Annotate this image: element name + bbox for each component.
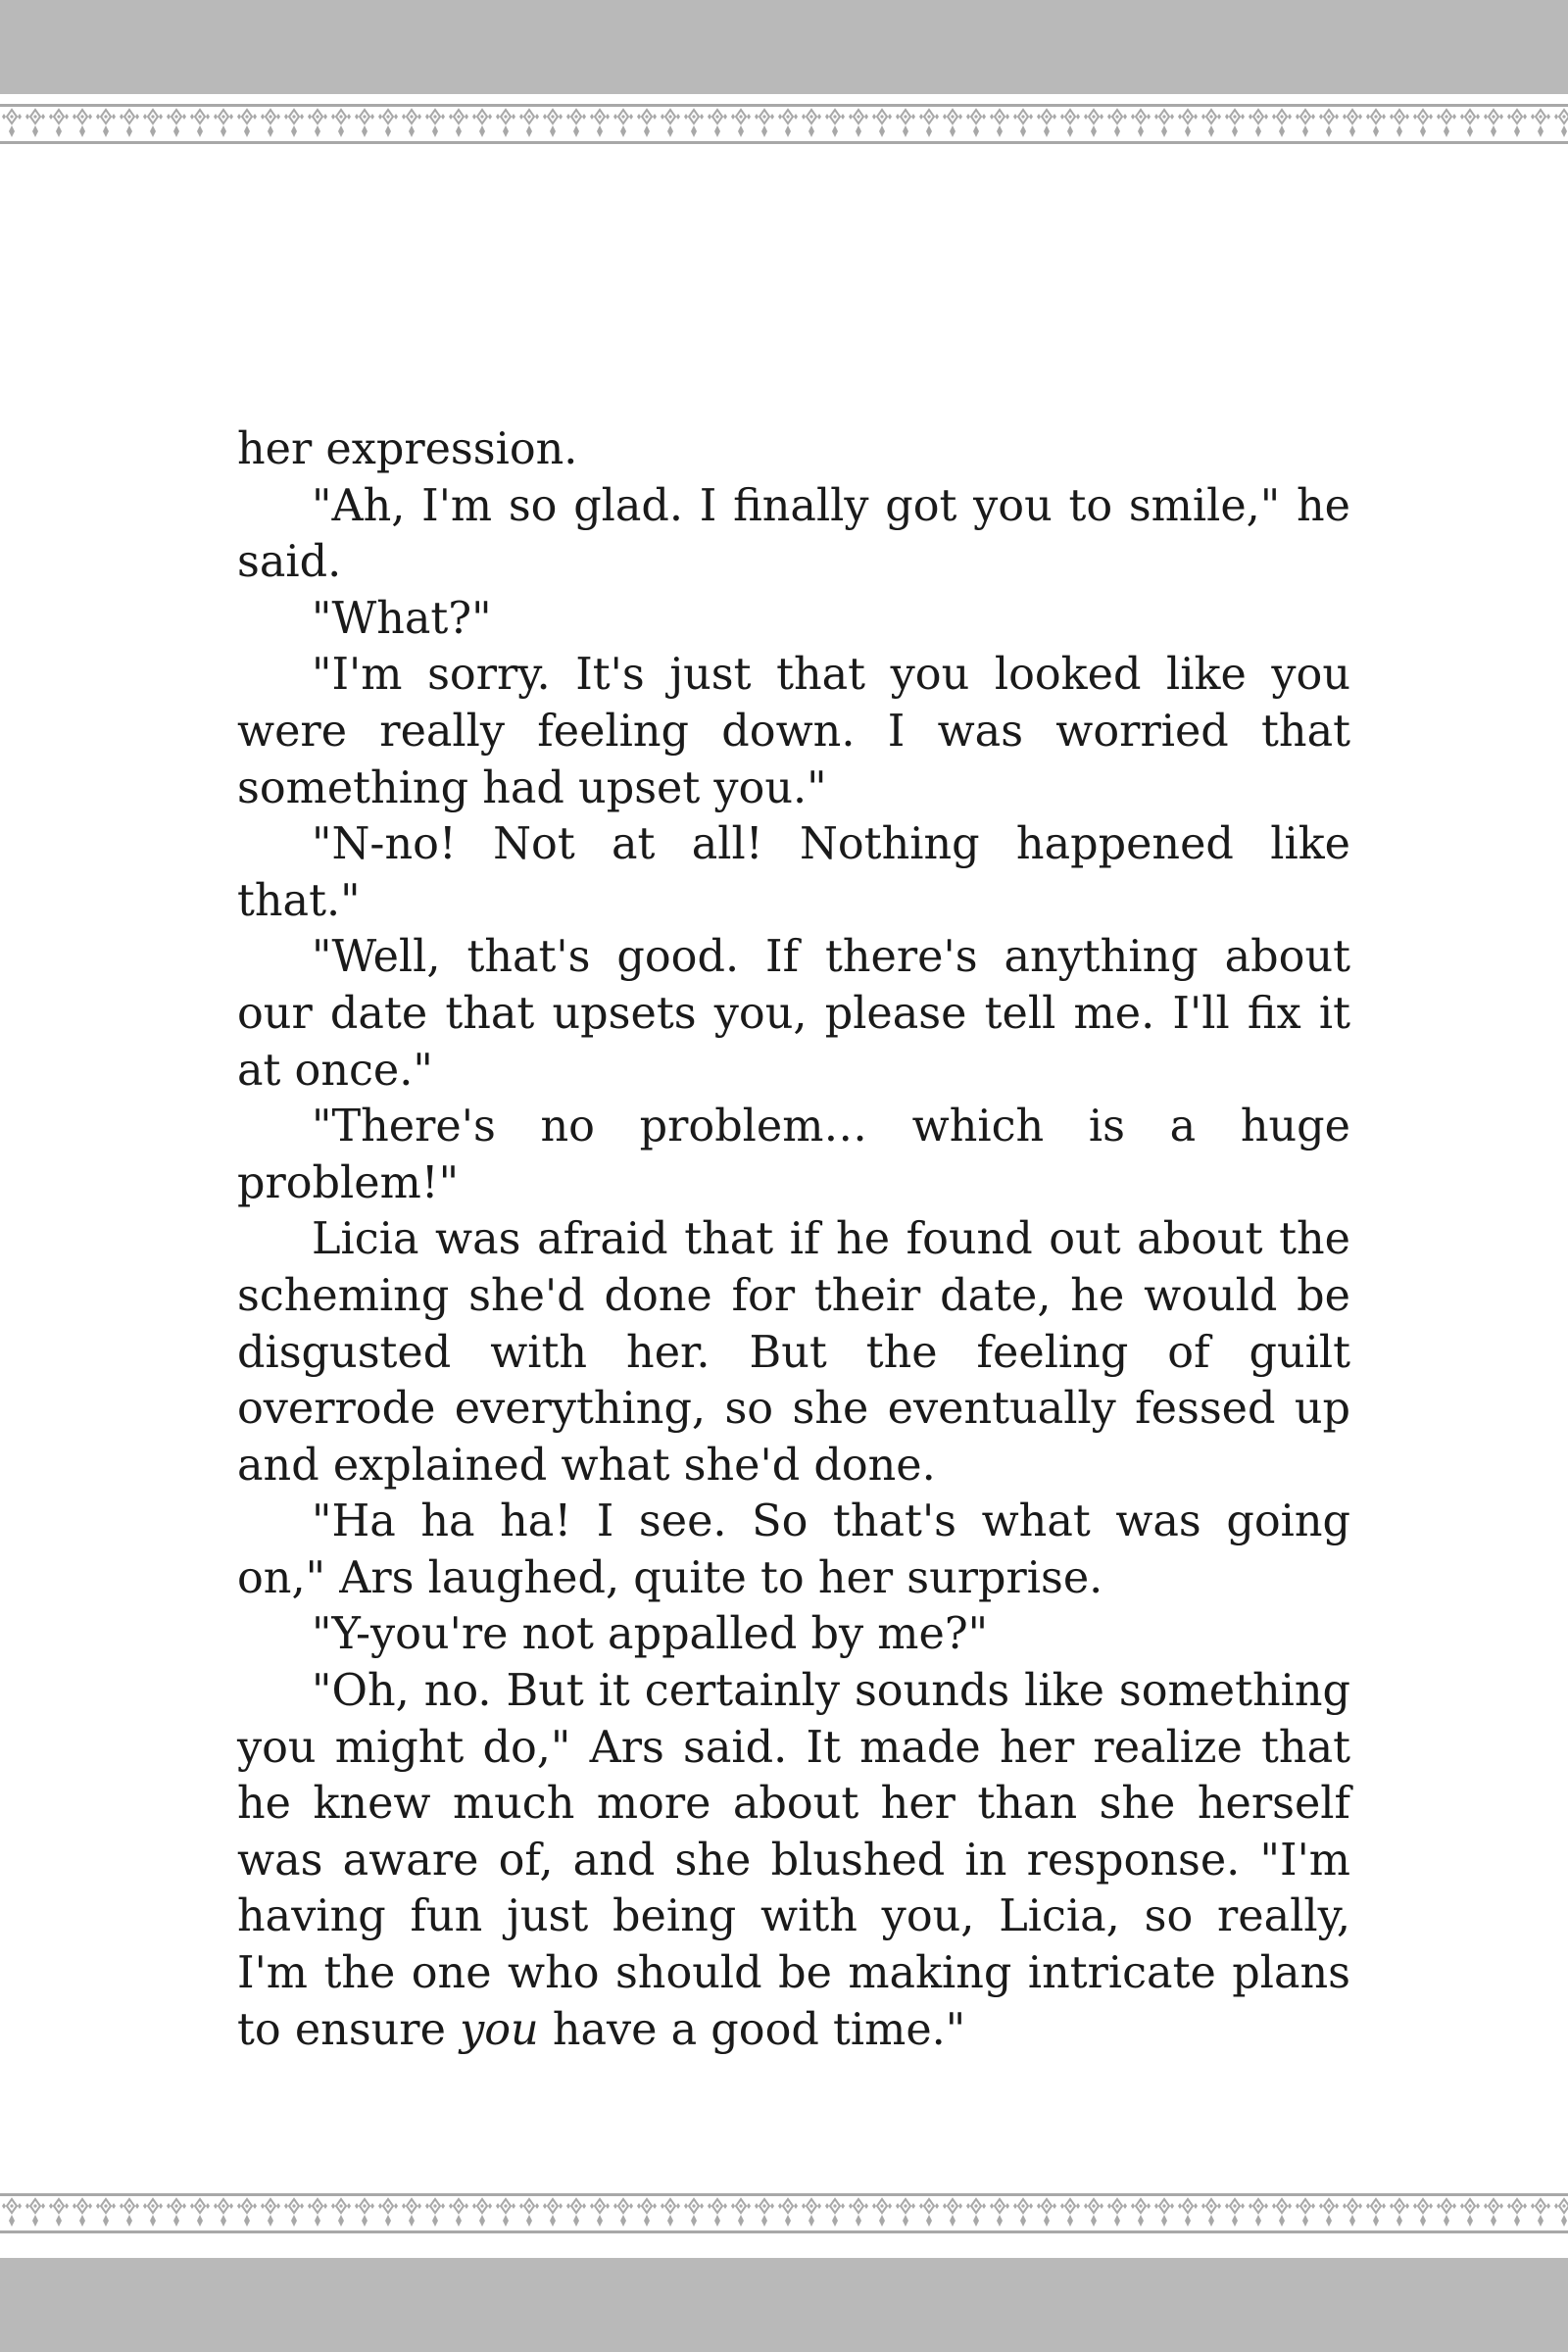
paragraph: her expression. xyxy=(237,424,578,474)
paragraph: "Ah, I'm so glad. I finally got you to smile," he said. xyxy=(237,480,1350,588)
paragraph: "I'm sorry. It's just that you looked like you were really feeling down. I was worried that something had upset you." xyxy=(237,650,1350,813)
top-gray-band xyxy=(0,0,1568,94)
paragraph: "What?" xyxy=(312,593,492,644)
paragraph xyxy=(237,1663,1350,2058)
paragraph: "N-no! Not at all! Nothing happened like that." xyxy=(237,819,1350,926)
bottom-gray-band xyxy=(0,2258,1568,2352)
paragraph: "Well, that's good. If there's anything about our date that upsets you, please tell me. I'll fix it at once." xyxy=(237,932,1350,1096)
ornamental-border-icon xyxy=(0,102,1568,149)
paragraph: "There's no problem… which is a huge problem!" xyxy=(237,1102,1350,1208)
paragraph-text: "Oh, no. But it certainly sounds like something you might do," Ars said. It made her realize that he knew much more about her than she herself was aware of, and she blushed in response. "I'm having fun just being with you, Licia, so really, I'm the one who should be making intricate plans to ensure xyxy=(237,1666,1350,2055)
paragraph: "Y-you're not appalled by me?" xyxy=(312,1609,989,1660)
bottom-ornamental-border xyxy=(0,2191,1568,2238)
paragraph-text: have a good time." xyxy=(538,2004,966,2055)
paragraph: "Ha ha ha! I see. So that's what was going on," Ars laughed, quite to her surprise. xyxy=(237,1496,1350,1603)
page-body-text xyxy=(237,421,1350,2058)
ornamental-border-icon xyxy=(0,2191,1568,2238)
emphasis-text: you xyxy=(460,2004,539,2055)
paragraph: Licia was afraid that if he found out about the scheming she'd done for their date, he would be disgusted with her. But the feeling of guilt overrode everything, so she eventually fessed up and explained what she'd done. xyxy=(237,1214,1350,1491)
top-ornamental-border xyxy=(0,102,1568,149)
